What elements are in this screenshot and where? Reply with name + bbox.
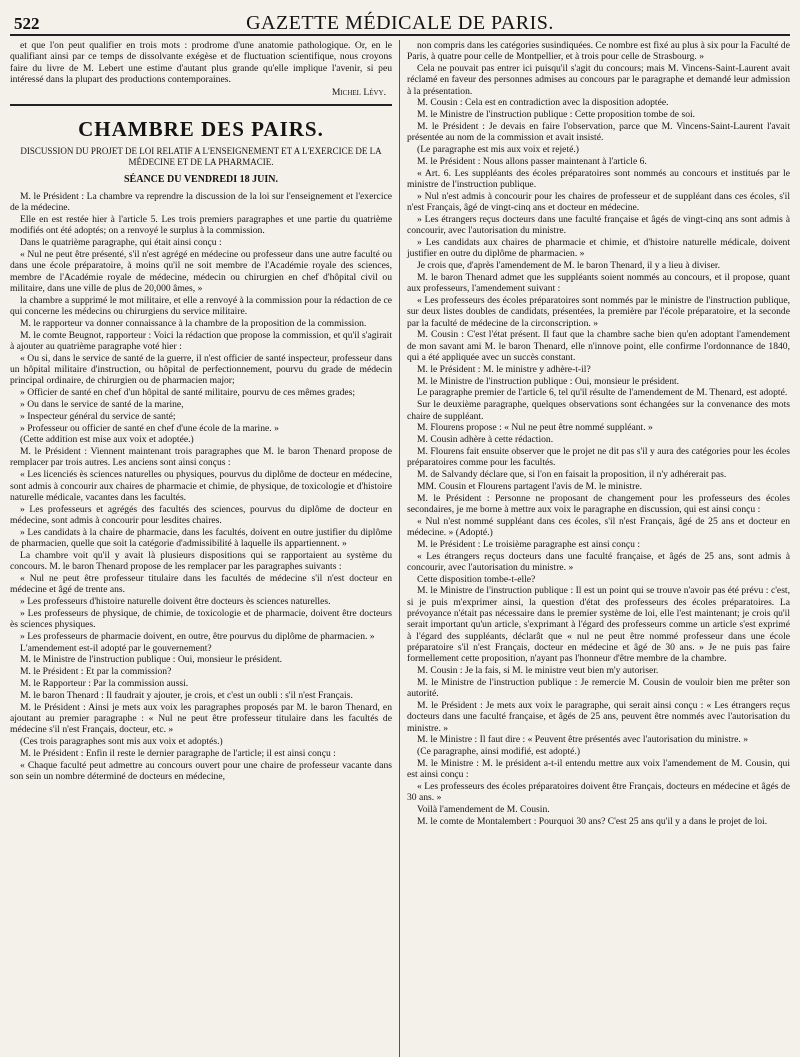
article-paragraph: « Nul n'est nommé suppléant dans ces écoles, s'il n'est Français, âgé de 25 ans et docteur en médecine. » (Adopté.) — [407, 515, 790, 538]
article-paragraph: M. le Président : M. le ministre y adhère-t-il? — [417, 363, 591, 375]
article-paragraph: M. le Ministre de l'instruction publique : Je remercie M. Cousin de vouloir bien me prêter son autorité. — [407, 676, 790, 700]
article-paragraph: » Nul n'est admis à concourir pour les chaires de professeur et de suppléant dans ces écoles, s'il n'est Français, âgé de vingt-cinq ans et docteur en médecine. — [407, 190, 790, 214]
section-title: CHAMBRE DES PAIRS. — [78, 117, 324, 142]
columns — [10, 40, 790, 1057]
article-paragraph: M. le Ministre de l'instruction publique : Il est un point qui se trouve n'avoir pas été prévu : c'est, si je puis m'exprimer ainsi, la question d'état des professeurs des écoles préparatoires. La prévoyance n'était pas nécessaire dans le premier système de loi, elle l'est maintenant; je crois qu'il serait important qu'un article, s'exprimant à l'égard des professeurs comme un article s'est exprimé à l'égard des suppléants, déclarât que « nul ne peut être nommé professeur dans une école préparatoire s'il n'est Français, docteur en médecine et âgé de 30 ans. » Je ne puis pas faire formellement cette proposition, n'ayant pas l'honneur d'être membre de la chambre. — [407, 585, 790, 665]
article-paragraph: M. le Président : La chambre va reprendre la discussion de la loi sur l'enseignement et l'exercice de la médecine. — [10, 191, 392, 214]
article-paragraph: M. de Salvandy déclare que, si l'on en faisait la proposition, il n'y adhérerait pas. — [417, 468, 727, 480]
right-body — [407, 40, 790, 827]
article-paragraph: (Ce paragraphe, ainsi modifié, est adopté.) — [417, 746, 581, 758]
article-paragraph: » Les professeurs de pharmacie doivent, en outre, être pourvus du diplôme de pharmacien. » — [20, 630, 375, 642]
page-number: 522 — [14, 14, 40, 33]
author-signature: Michel Lévy. — [331, 87, 386, 99]
article-paragraph: » Officier de santé en chef d'un hôpital de santé militaire, pourvu de ces mêmes grades; — [20, 387, 356, 399]
article-paragraph: M. Cousin : C'est l'état présent. Il faut que la chambre sache bien qu'en adoptant l'amendement de mon savant ami M. le baron Thenard, elle n'innove point, elle confirme l'ordonnance de 1840, qui a été appliquée avec un succès constant. — [407, 329, 790, 364]
article-paragraph: « Les licenciés ès sciences naturelles ou physiques, pourvus du diplôme de docteur en médecine, sont admis à concourir aux chaires de pharmacie et chimie, de physique, de toxicologie et d'histoire naturelle médicale, vacantes dans les facultés. — [10, 469, 392, 503]
session-heading: SÉANCE DU VENDREDI 18 JUIN. — [123, 173, 278, 185]
left-column — [10, 40, 400, 1057]
article-paragraph: M. le Président : Ainsi je mets aux voix les paragraphes proposés par M. le baron Thenard, en ajoutant au premier paragraphe : « Nul ne peut être professeur titulaire dans les facultés de médecine s'il n'est Français, docteur, etc. » — [10, 701, 392, 736]
article-paragraph: M. le Ministre : Il faut dire : « Peuvent être présentés avec l'autorisation du ministre. » — [417, 734, 749, 746]
right-column — [400, 40, 790, 1057]
article-paragraph: Cela ne pouvait pas entrer ici puisqu'il s'agit du concours; mais M. Vincens-Saint-Laurent avait réclamé en faveur des personnes admises au concours par le paragraphe et demandé leur admission à la présentation. — [407, 63, 790, 97]
article-paragraph: « Les étrangers reçus docteurs dans une faculté française, et âgés de 25 ans, sont admis à concourir, avec l'autorisation du ministre. » — [407, 550, 790, 573]
article-paragraph: M. le Président : Personne ne proposant de changement pour les professeurs des écoles secondaires, je me borne à mettre aux voix le paragraphe en discussion, qui est ainsi conçu : — [407, 492, 790, 515]
article-paragraph: M. le comte Beugnot, rapporteur : Voici la rédaction que propose la commission, et qu'il s'agirait à ajouter au quatrième paragraphe voté hier : — [10, 329, 392, 352]
article-paragraph: M. le Ministre : M. le président a-t-il entendu mettre aux voix l'amendement de M. Cousin, qui est ainsi conçu : — [407, 757, 790, 781]
journal-title: GAZETTE MÉDICALE DE PARIS. — [246, 12, 554, 34]
article-paragraph: non compris dans les catégories susindiquées. Ce nombre est fixé au plus à six pour la Faculté de Paris, à quatre pour celle de Montpellier, et à trois pour celle de Strasbourg. » — [407, 40, 790, 63]
section-divider — [10, 104, 392, 106]
article-paragraph: » Inspecteur général du service de santé; — [20, 410, 176, 422]
article-paragraph: M. le Président : Le troisième paragraphe est ainsi conçu : — [417, 538, 640, 550]
article-paragraph: M. Cousin : Cela est en contradiction avec la disposition adoptée. — [417, 97, 669, 109]
intro-paragraph: et que l'on peut qualifier en trois mots : prodrome d'une anatomie pathologique. Or, en le qualifiant ainsi par ce temps de dissolvante exégèse et de fluctuation scientifique, nous croyons faire du livre de M. Lebert une estime d'autant plus grande qu'elle implique l'avenir, si peu intéressé dans la plupart des productions contemporaines. — [10, 40, 392, 85]
header-rule — [10, 34, 790, 36]
article-paragraph: M. le comte de Montalembert : Pourquoi 30 ans? C'est 25 ans qu'il y a dans le projet de loi. — [417, 815, 768, 827]
article-paragraph: M. le Président : Je devais en faire l'observation, parce que M. Vincens-Saint-Laurent l'avait présentée au nom de la commission et avait insisté. — [407, 121, 790, 144]
article-paragraph: M. le baron Thenard : Il faudrait y ajouter, je crois, et c'est un oubli : s'il n'est Français. — [20, 689, 353, 701]
article-paragraph: M. Cousin : Je la fais, si M. le ministre veut bien m'y autoriser. — [417, 665, 659, 677]
article-paragraph: « Nul ne peut être professeur titulaire dans les facultés de médecine s'il n'est docteur en médecine et âgé de trente ans. — [10, 572, 392, 596]
article-paragraph: M. le rapporteur va donner connaissance à la chambre de la proposition de la commission. — [20, 317, 367, 329]
article-paragraph: M. Flourens fait ensuite observer que le projet ne dit pas s'il y aura des catégories pour les écoles préparatoires comme pour les facultés. — [407, 445, 790, 469]
left-body — [10, 191, 392, 782]
article-paragraph: M. le Président : Viennent maintenant trois paragraphes que M. le baron Thenard propose de remplacer par trois autres. Les anciens sont ainsi conçus : — [10, 446, 392, 469]
article-paragraph: M. le Président : Nous allons passer maintenant à l'article 6. — [417, 155, 647, 167]
article-paragraph: M. le Ministre de l'instruction publique : Cette proposition tombe de soi. — [417, 109, 696, 121]
article-paragraph: » Ou dans le service de santé de la marine, — [20, 398, 184, 410]
article-paragraph: » Les professeurs et agrégés des facultés des sciences, pourvus du diplôme de docteur en médecine, sont admis à concourir pour lesdites chaires. — [10, 503, 392, 526]
article-paragraph: « Les professeurs des écoles préparatoires doivent être Français, docteurs en médecine et âgés de 30 ans. » — [407, 781, 790, 804]
article-paragraph: MM. Cousin et Flourens partagent l'avis de M. le ministre. — [417, 480, 643, 492]
article-paragraph: Voilà l'amendement de M. Cousin. — [417, 804, 550, 816]
article-paragraph: M. le Président : Et par la commission? — [20, 666, 172, 678]
article-paragraph: Je crois que, d'après l'amendement de M. le baron Thenard, il y a lieu à diviser. — [417, 260, 720, 272]
article-paragraph: (Cette addition est mise aux voix et adoptée.) — [20, 434, 194, 446]
article-paragraph: M. le Ministre de l'instruction publique : Oui, monsieur le président. — [417, 375, 680, 387]
article-paragraph: La chambre voit qu'il y avait là plusieurs dispositions qui se rapportaient au système du concours. M. le baron Thenard propose de les remplacer par les paragraphes suivants : — [10, 549, 392, 573]
article-paragraph: la chambre a supprimé le mot militaire, et elle a renvoyé à la commission pour la rédaction de ce qui concerne les médecins ou chirurgiens du service militaire. — [10, 294, 392, 318]
article-paragraph: » Les professeurs de physique, de chimie, de toxicologie et de pharmacie, doivent être docteurs ès sciences physiques. — [10, 607, 392, 631]
article-paragraph: » Les candidats aux chaires de pharmacie et chimie, et d'histoire naturelle médicale, doivent justifier en outre du diplôme de pharmacien. » — [407, 237, 790, 260]
article-paragraph: M. le Rapporteur : Par la commission aussi. — [20, 678, 189, 690]
article-paragraph: « Ou si, dans le service de santé de la guerre, il n'est officier de santé inspecteur, professeur dans un hôpital militaire d'instruction, ou hôpital de perfectionnement, pourvu du grade de médecin principal ordinaire, de chirurgien ou de pharmacien major; — [10, 352, 392, 387]
article-paragraph: » Les candidats à la chaire de pharmacie, dans les facultés, doivent en outre justifier du diplôme de pharmacien, quelle que soit la catégorie d'admissibilité à laquelle ils appartiennent. » — [10, 526, 392, 549]
article-paragraph: » Les étrangers reçus docteurs dans une faculté française et âgés de vingt-cinq ans sont admis à concourir, avec l'autorisation du ministre. — [407, 213, 790, 237]
article-paragraph: M. Flourens propose : « Nul ne peut être nommé suppléant. » — [417, 422, 653, 434]
article-paragraph: M. le Président : Enfin il reste le dernier paragraphe de l'article; il est ainsi conçu : — [20, 747, 336, 759]
article-paragraph: M. Cousin adhère à cette rédaction. — [417, 434, 554, 446]
page-header — [10, 8, 790, 34]
article-paragraph: M. le Ministre de l'instruction publique : Oui, monsieur le président. — [20, 654, 283, 666]
article-paragraph: Sur le deuxième paragraphe, quelques observations sont échangées sur la convenance des mots chaire de suppléant. — [407, 399, 790, 422]
article-paragraph: » Les professeurs d'histoire naturelle doivent être docteurs ès sciences naturelles. — [20, 595, 331, 607]
article-paragraph: Le paragraphe premier de l'article 6, tel qu'il résulte de l'amendement de M. Thenard, est adopté. — [417, 387, 788, 399]
article-paragraph: Elle en est restée hier à l'article 5. Les trois premiers paragraphes et une partie du quatrième modifiés ont été adoptés; on a renvoyé le surplus à la commission. — [10, 214, 392, 237]
article-paragraph: M. le Président : Je mets aux voix le paragraphe, qui serait ainsi conçu : « Les étrangers reçus docteurs dans une faculté française, et âgés de 25 ans, peuvent être nommés avec l'autorisation du ministre. » — [407, 699, 790, 734]
article-paragraph: (Le paragraphe est mis aux voix et rejeté.) — [417, 144, 579, 156]
article-paragraph: « Nul ne peut être présenté, s'il n'est agrégé en médecine ou professeur dans une autre faculté ou dans une école préparatoire, à moins qu'il ne soit membre de l'Académie royale des sciences, membre de l'Académie royale de médecine, médecin ou chirurgien en chef d'hôpital civil ou militaire, dans une ville de plus de 20,000 âmes, » — [10, 249, 392, 294]
article-paragraph: « Les professeurs des écoles préparatoires sont nommés par le ministre de l'instruction publique, sur deux listes doubles de candidats, présentées, la première par l'école préparatoire, et la seconde par la faculté de médecine de la circonscription. » — [407, 295, 790, 329]
article-paragraph: Dans le quatrième paragraphe, qui était ainsi conçu : — [20, 237, 222, 249]
article-paragraph: L'amendement est-il adopté par le gouvernement? — [20, 642, 212, 654]
article-paragraph: » Professeur ou officier de santé en chef d'une école de la marine. » — [20, 422, 279, 434]
article-paragraph: « Chaque faculté peut admettre au concours ouvert pour une chaire de professeur vacante dans son sein un nombre déterminé de docteurs en médecine, — [10, 759, 392, 782]
section-subtitle: DISCUSSION DU PROJET DE LOI RELATIF A L'ENSEIGNEMENT ET A L'EXERCICE DE LA MÉDECINE ET DE LA PHARMACIE. — [20, 145, 382, 167]
article-paragraph: Cette disposition tombe-t-elle? — [417, 573, 536, 585]
article-paragraph: « Art. 6. Les suppléants des écoles préparatoires sont nommés au concours et institués par le ministre de l'instruction publique. — [407, 167, 790, 191]
article-paragraph: (Ces trois paragraphes sont mis aux voix et adoptés.) — [20, 736, 223, 748]
article-paragraph: M. le baron Thenard admet que les suppléants soient nommés au concours, et il propose, quant aux professeurs, l'amendement suivant : — [407, 271, 790, 295]
